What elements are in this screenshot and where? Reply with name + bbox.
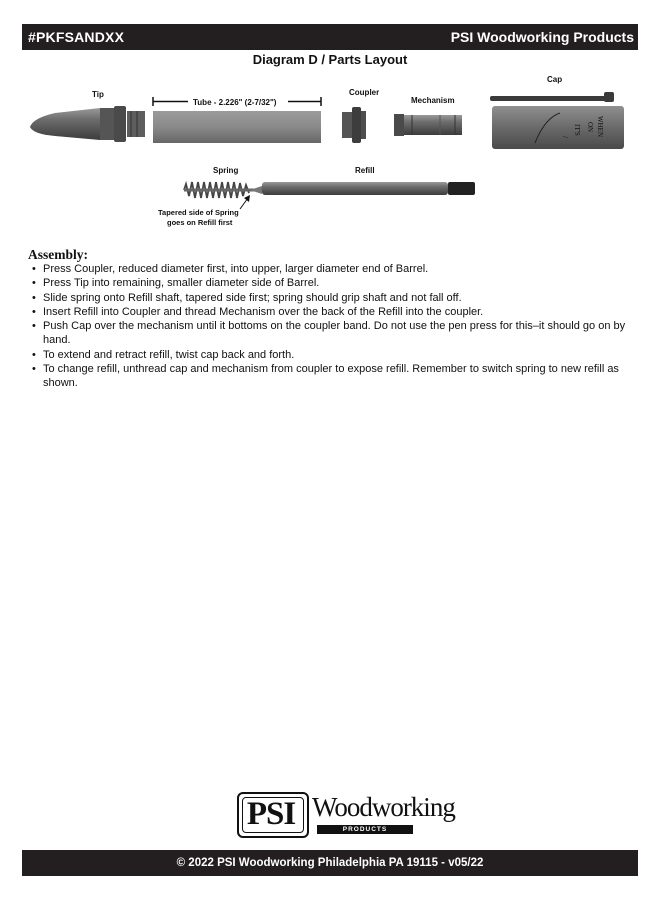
- list-item: • Insert Refill into Coupler and thread Mechanism over the back of the Refill into the coupler.: [28, 305, 633, 319]
- assembly-heading: Assembly:: [28, 247, 88, 262]
- spring-note-line2: goes on Refill first: [167, 218, 233, 227]
- psi-woodworking-logo: [237, 792, 455, 840]
- note-arrow: [240, 195, 250, 209]
- brand-name: PSI Woodworking Products: [450, 29, 634, 45]
- diagram-title: Diagram D / Parts Layout: [252, 52, 408, 67]
- logo-woodworking-text: Woodworking: [312, 792, 455, 822]
- tip-label: Tip: [92, 90, 104, 99]
- list-item: • To extend and retract refill, twist cap back and forth.: [28, 348, 633, 362]
- svg-text:/: /: [561, 136, 569, 138]
- list-item: • Press Tip into remaining, smaller diameter side of Barrel.: [28, 276, 633, 290]
- logo-psi-text: PSI: [246, 796, 296, 832]
- parts-illustration: [0, 68, 660, 238]
- product-code: #PKFSANDXX: [28, 29, 125, 45]
- tube-part: [153, 111, 321, 143]
- tube-dimension-line: [153, 97, 321, 106]
- mechanism-label: Mechanism: [411, 96, 455, 105]
- logo-products-text: PRODUCTS: [317, 825, 413, 834]
- mechanism-part: [394, 114, 462, 136]
- list-item: • Push Cap over the mechanism until it bottoms on the coupler band. Do not use the pen press for this–it should go on by hand.: [28, 319, 633, 348]
- svg-text:ON: ON: [586, 122, 594, 133]
- refill-label: Refill: [355, 166, 375, 175]
- tip-part: [30, 106, 145, 142]
- footer-bar: [22, 850, 638, 876]
- svg-text:WHEN: WHEN: [596, 116, 604, 137]
- svg-text:IT'S: IT'S: [573, 124, 581, 136]
- list-item: • Press Coupler, reduced diameter first, into upper, larger diameter end of Barrel.: [28, 262, 633, 276]
- coupler-label: Coupler: [349, 88, 380, 97]
- top-header-bar: [22, 24, 638, 50]
- list-item: • Slide spring onto Refill shaft, tapered side first; spring should grip shaft and not fall off.: [28, 291, 633, 305]
- assembly-steps: [28, 262, 633, 391]
- cap-label: Cap: [547, 75, 563, 84]
- spring-note-line1: Tapered side of Spring: [158, 208, 239, 217]
- coupler-part: [342, 107, 366, 143]
- list-item: • To change refill, unthread cap and mechanism from coupler to expose refill. Remember to switch spring to new refill as shown.: [28, 362, 633, 391]
- spring-label: Spring: [213, 166, 239, 175]
- parts-layout-diagram: [0, 68, 660, 238]
- tube-label: Tube - 2.226" (2-7/32"): [193, 98, 277, 107]
- copyright-text: © 2022 PSI Woodworking Philadelphia PA 19115 - v05/22: [176, 857, 484, 869]
